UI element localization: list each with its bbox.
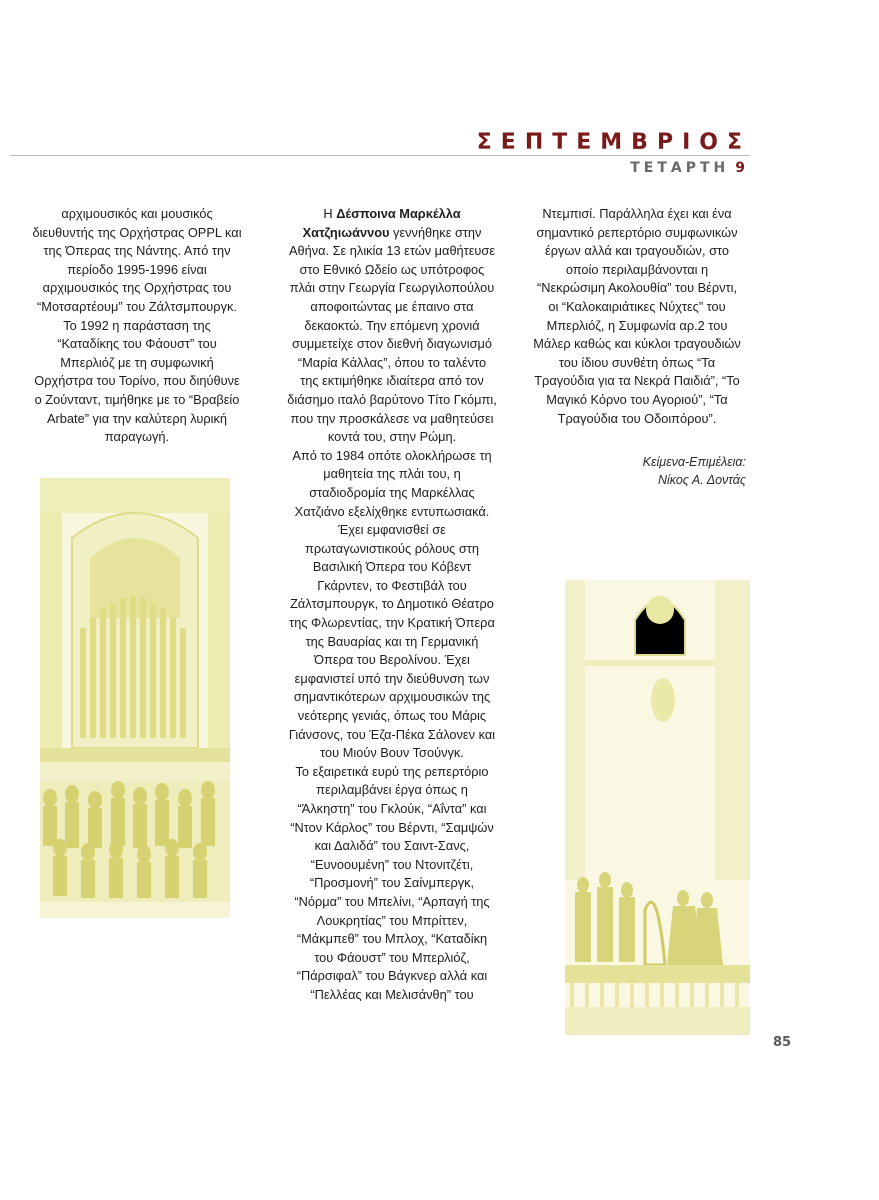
text-line: Μπερλιόζ με τη συμφωνική [60, 354, 214, 370]
text-line: “Μάκμπεθ” του Μπλοχ, “Καταδίκη [296, 931, 488, 947]
text-column-1 [12, 205, 262, 447]
text-line: Μάλερ καθώς και κύκλοι τραγουδιών [533, 336, 741, 352]
text-line: Το 1992 η παράσταση της [63, 317, 211, 333]
text-line: της Όπερας της Νάντης. Από την [43, 243, 231, 259]
text-line: αρχιμουσικός της Ορχήστρας του [42, 280, 232, 296]
text-line: “Πάρσιφαλ” του Βάγκνερ αλλά και [296, 968, 488, 984]
singer-name: Δέσποινα Μαρκέλλα [336, 206, 461, 221]
credits [643, 453, 746, 489]
text-line: αρχιμουσικός και μουσικός [61, 206, 213, 221]
text-line: αποφοιτώντας με έπαινο στα [310, 298, 474, 314]
text-line: ο Ζούνταντ, τιμήθηκε με το “Βραβείο [34, 391, 240, 407]
credits-label: Κείμενα-Επιμέλεια: [642, 455, 746, 469]
text-line: “Ευνοουμένη” του Ντονιτζέτι, [310, 856, 474, 872]
text-line: Γιάνσονς, του Έζα-Πέκα Σάλονεν και [288, 726, 496, 742]
text-line: σημαντικότερων αρχιμουσικών της [293, 689, 491, 705]
text-line: Το εξαιρετικά ευρύ της ρεπερτόριο [295, 763, 489, 779]
text-line: σημαντικό ρεπερτόριο συμφωνικών [536, 224, 738, 240]
text-line: συμμετείχε στον διεθνή διαγωνισμό [291, 336, 492, 352]
text-line: νεότερης γενιάς, όπως του Μάρις [297, 708, 487, 724]
text-line: Χατζιάνο εξελίχθηκε εντυπωσιακά. [294, 503, 490, 519]
text-line: “Μοτσαρτέουμ” του Ζάλτσμπουργκ. [37, 298, 237, 314]
day-label: ΤΕΤΑΡΤΗ [630, 160, 730, 176]
singer-surname: Χατζηιωάννου [302, 224, 390, 240]
text-line: του ίδιου συνθέτη όπως “Τα [558, 354, 716, 370]
text-line: “Άλκηστη” του Γκλούκ, “Αΐντα” και [297, 801, 487, 816]
text-line: παραγωγή. [104, 429, 170, 445]
text-line: Από το 1984 οπότε ολοκλήρωσε τη [292, 447, 492, 463]
month-title: ΣΕΠΤΕΜΒΡΙΟΣ [476, 130, 751, 155]
text-line: περιλαμβάνει έργα όπως η [316, 782, 468, 798]
day-number: 9 [735, 160, 749, 176]
text-line: σταδιοδρομία της Μαρκέλλας [309, 484, 475, 500]
text-line: Μπερλιόζ, η Συμφωνία αρ.2 του [546, 317, 728, 333]
page-number: 85 [773, 1035, 792, 1050]
text-line: Τραγούδια του Οδοιπόρου”. [557, 410, 717, 426]
text-line: που την προσκάλεσε να μαθητεύσει [290, 410, 494, 426]
text-line: “Νόρμα” του Μπελίνι, “Αρπαγή της [294, 893, 490, 909]
text-line: “Ντον Κάρλος” του Βέρντι, “Σαμψών [290, 819, 494, 835]
header-divider [10, 155, 750, 156]
text-line [270, 224, 514, 243]
text-line: της Φλωρεντίας, την Κρατική Όπερα [289, 615, 495, 631]
intro-prefix: Η [323, 206, 337, 221]
text-line: οι “Καλοκαιριάτικες Νύχτες” του [548, 298, 726, 314]
text-line: πρωταγωνιστικούς ρόλους στη [305, 540, 479, 556]
text-line: Βασιλική Όπερα του Κόβεντ [312, 559, 472, 575]
orchestra-organ-photo [40, 478, 230, 918]
text-line: Ορχήστρα του Τορίνο, που διηύθυνε [34, 373, 240, 389]
text-line: μαθητεία της πλάι του, η [323, 466, 461, 482]
text-line: του Μιούν Βουν Τσούνγκ. [320, 745, 464, 761]
text-line: “Πελλέας και Μελισάνθη” του [310, 986, 474, 1002]
singers-stage-photo [565, 580, 750, 1035]
text-line: Μαγικό Κόρνο του Αγοριού”, “Τα [546, 391, 728, 407]
day-heading [630, 160, 749, 176]
text-line: διευθυντής της Ορχήστρας OPPL και [32, 224, 242, 240]
text-line: Ντεμπισί. Παράλληλα έχει και ένα [542, 206, 732, 221]
text-column-3 [518, 205, 756, 428]
text-line: Τραγούδια για τα Νεκρά Παιδιά”, “Το [534, 373, 740, 389]
text-line: Γκάρντεν, το Φεστιβάλ του [317, 577, 467, 593]
text-column-2 [270, 205, 514, 1005]
text-line: “Καταδίκης του Φάουστ” του [57, 336, 217, 352]
text-line: του Φάουστ” του Μπερλιόζ, [314, 949, 470, 965]
text-line: Arbate” για την καλύτερη λυρική [46, 410, 227, 426]
text-line: της Βαυαρίας και τη Γερμανική [305, 633, 479, 649]
text-line: Έχει εμφανισθεί σε [338, 522, 446, 538]
credits-name: Νίκος Α. Δοντάς [657, 473, 746, 487]
text-line: “Προσμονή” του Σαίνμπεργκ, [309, 875, 475, 891]
text-line: διάσημο ιταλό βαρύτονο Τίτο Γκόμπι, [287, 391, 497, 407]
text-line [270, 205, 514, 224]
text-line: πλάι στην Γεωργία Γεωργιλοπούλου [289, 280, 495, 296]
text-line: Ζάλτσμπουργκ, το Δημοτικό Θέατρο [290, 596, 494, 612]
text-line: και Δαλιδά” του Σαιντ-Σανς, [314, 838, 470, 854]
text-line: Λουκρητίας” του Μπρίττεν, [316, 912, 468, 928]
text-line: έργων αλλά και τραγουδιών, στο [545, 243, 729, 259]
text-line: “Νεκρώσιμη Ακολουθία” του Βέρντι, [536, 280, 738, 296]
text-line: της εκτιμήθηκε ιδιαίτερα από τον [300, 373, 484, 389]
text-line: δεκαοκτώ. Την επόμενη χρονιά [304, 317, 480, 333]
text-line: Αθήνα. Σε ηλικία 13 ετών μαθήτευσε [288, 243, 496, 259]
text-line: κοντά του, στην Ρώμη. [327, 429, 457, 445]
text-line: στο Εθνικό Ωδείο ως υπότροφος [299, 261, 485, 277]
text-line: οποίο περιλαμβάνονται η [565, 261, 709, 277]
text-line: περίοδο 1995-1996 είναι [67, 261, 207, 277]
text-line: εμφανιστεί υπό την διεύθυνση των [294, 670, 490, 686]
text-line: “Μαρία Κάλλας”, όπου το ταλέντο [297, 354, 487, 370]
text-line: Όπερα του Βερολίνου. Έχει [314, 652, 470, 668]
intro-suffix: γεννήθηκε στην [389, 224, 482, 240]
